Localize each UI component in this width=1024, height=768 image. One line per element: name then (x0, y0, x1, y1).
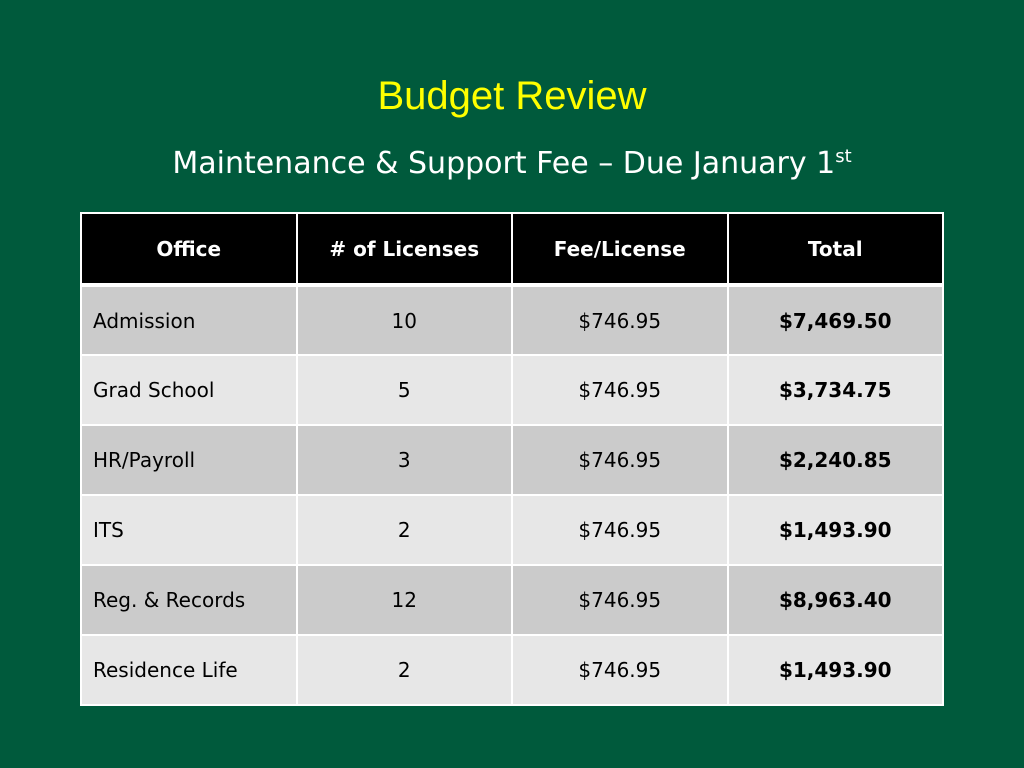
fee-cell: $746.95 (512, 565, 728, 635)
slide-subtitle (0, 144, 1024, 184)
header-office: Office (81, 213, 297, 285)
licenses-cell: 3 (297, 425, 513, 495)
office-cell: Residence Life (81, 635, 297, 705)
licenses-cell: 10 (297, 285, 513, 355)
office-cell: Reg. & Records (81, 565, 297, 635)
fee-cell: $746.95 (512, 285, 728, 355)
header-licenses: # of Licenses (297, 213, 513, 285)
header-fee-license: Fee/License (512, 213, 728, 285)
licenses-cell: 5 (297, 355, 513, 425)
table-body (81, 285, 943, 705)
office-cell: Grad School (81, 355, 297, 425)
licenses-cell: 12 (297, 565, 513, 635)
total-cell: $8,963.40 (728, 565, 944, 635)
total-cell: $7,469.50 (728, 285, 944, 355)
office-cell: HR/Payroll (81, 425, 297, 495)
total-cell: $1,493.90 (728, 495, 944, 565)
fee-cell: $746.95 (512, 355, 728, 425)
table-row (81, 565, 943, 635)
licenses-cell: 2 (297, 635, 513, 705)
total-cell: $1,493.90 (728, 635, 944, 705)
header-row (81, 213, 943, 285)
fee-cell: $746.95 (512, 495, 728, 565)
fee-cell: $746.95 (512, 425, 728, 495)
table-row (81, 635, 943, 705)
subtitle-superscript: st (835, 146, 852, 167)
table-header (81, 213, 943, 285)
office-cell: ITS (81, 495, 297, 565)
total-cell: $3,734.75 (728, 355, 944, 425)
fee-cell: $746.95 (512, 635, 728, 705)
table-row (81, 425, 943, 495)
table-row (81, 285, 943, 355)
table-row (81, 495, 943, 565)
office-cell: Admission (81, 285, 297, 355)
slide-title: Budget Review (377, 74, 647, 118)
subtitle-text: Maintenance & Support Fee – Due January 1 (172, 146, 836, 181)
table-row (81, 355, 943, 425)
header-total: Total (728, 213, 944, 285)
fee-table (80, 212, 944, 706)
total-cell: $2,240.85 (728, 425, 944, 495)
licenses-cell: 2 (297, 495, 513, 565)
